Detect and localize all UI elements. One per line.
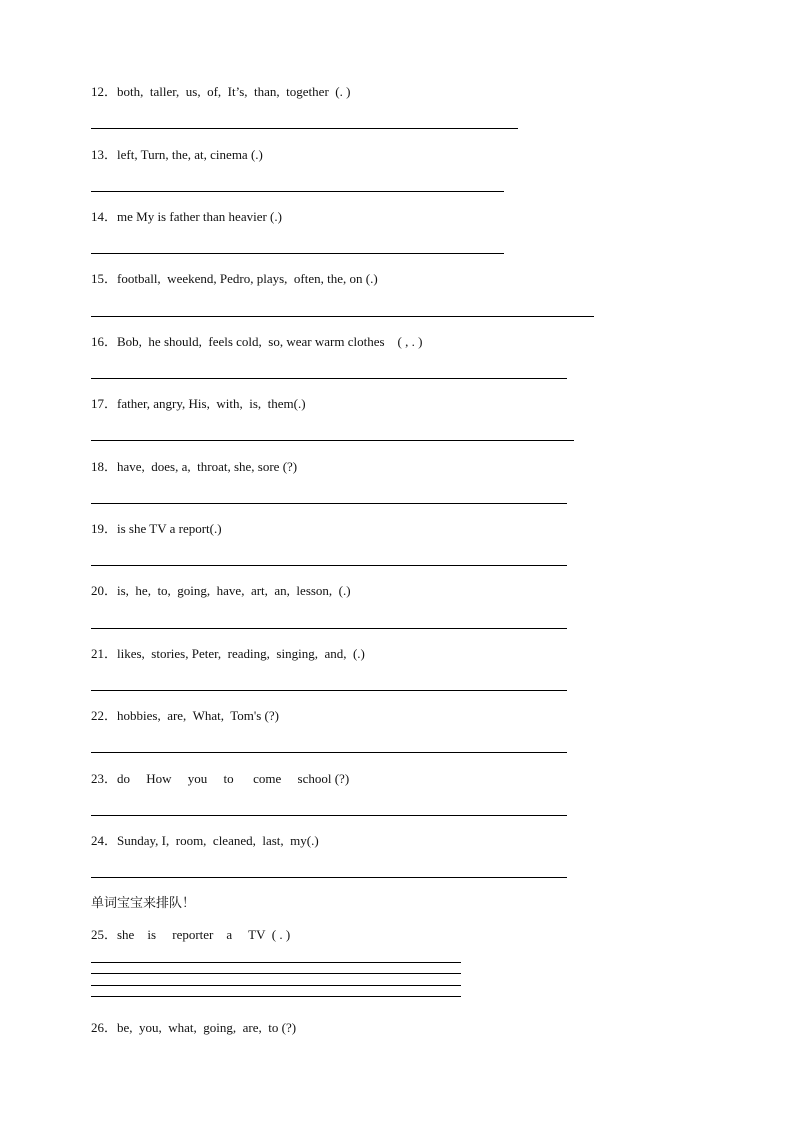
q20: 20．is, he, to, going, have, art, an, lesson, (.) [91, 583, 351, 598]
q26: 26．be, you, what, going, are, to (?) [91, 1020, 297, 1035]
answer-line-23[interactable] [91, 815, 567, 816]
q12: 12．both, taller, us, of, It’s, than, together (. ) [91, 84, 351, 99]
q25: 25．she is reporter a TV ( . ) [91, 927, 291, 942]
q18: 18．have, does, a, throat, she, sore (?) [91, 459, 298, 474]
answer-line-24[interactable] [91, 877, 567, 878]
answer-line-20[interactable] [91, 628, 567, 629]
answer-line-16[interactable] [91, 378, 567, 379]
section-heading: 单词宝宝来排队！ [91, 896, 196, 911]
writing-line-25b[interactable] [91, 973, 461, 974]
q17: 17．father, angry, His, with, is, them(.) [91, 396, 306, 411]
writing-line-25a[interactable] [91, 962, 461, 963]
q23: 23．do How you to come school (?) [91, 771, 350, 786]
answer-line-21[interactable] [91, 690, 567, 691]
answer-line-18[interactable] [91, 503, 567, 504]
q13: 13．left, Turn, the, at, cinema (.) [91, 147, 263, 162]
answer-line-12[interactable] [91, 128, 518, 129]
q16: 16．Bob, he should, feels cold, so, wear warm clothes ( , . ) [91, 334, 423, 349]
answer-line-15[interactable] [91, 316, 594, 317]
answer-line-19[interactable] [91, 565, 567, 566]
q15: 15．football, weekend, Pedro, plays, often, the, on (.) [91, 271, 378, 286]
q24: 24．Sunday, I, room, cleaned, last, my(.) [91, 833, 319, 848]
q19: 19．is she TV a report(.) [91, 521, 222, 536]
answer-line-13[interactable] [91, 191, 504, 192]
answer-line-14[interactable] [91, 253, 504, 254]
q22: 22．hobbies, are, What, Tom's (?) [91, 708, 279, 723]
q21: 21．likes, stories, Peter, reading, singing, and, (.) [91, 646, 365, 661]
q14: 14．me My is father than heavier (.) [91, 209, 282, 224]
writing-line-25d[interactable] [91, 996, 461, 997]
writing-line-25c[interactable] [91, 985, 461, 986]
answer-line-22[interactable] [91, 752, 567, 753]
answer-line-17[interactable] [91, 440, 574, 441]
